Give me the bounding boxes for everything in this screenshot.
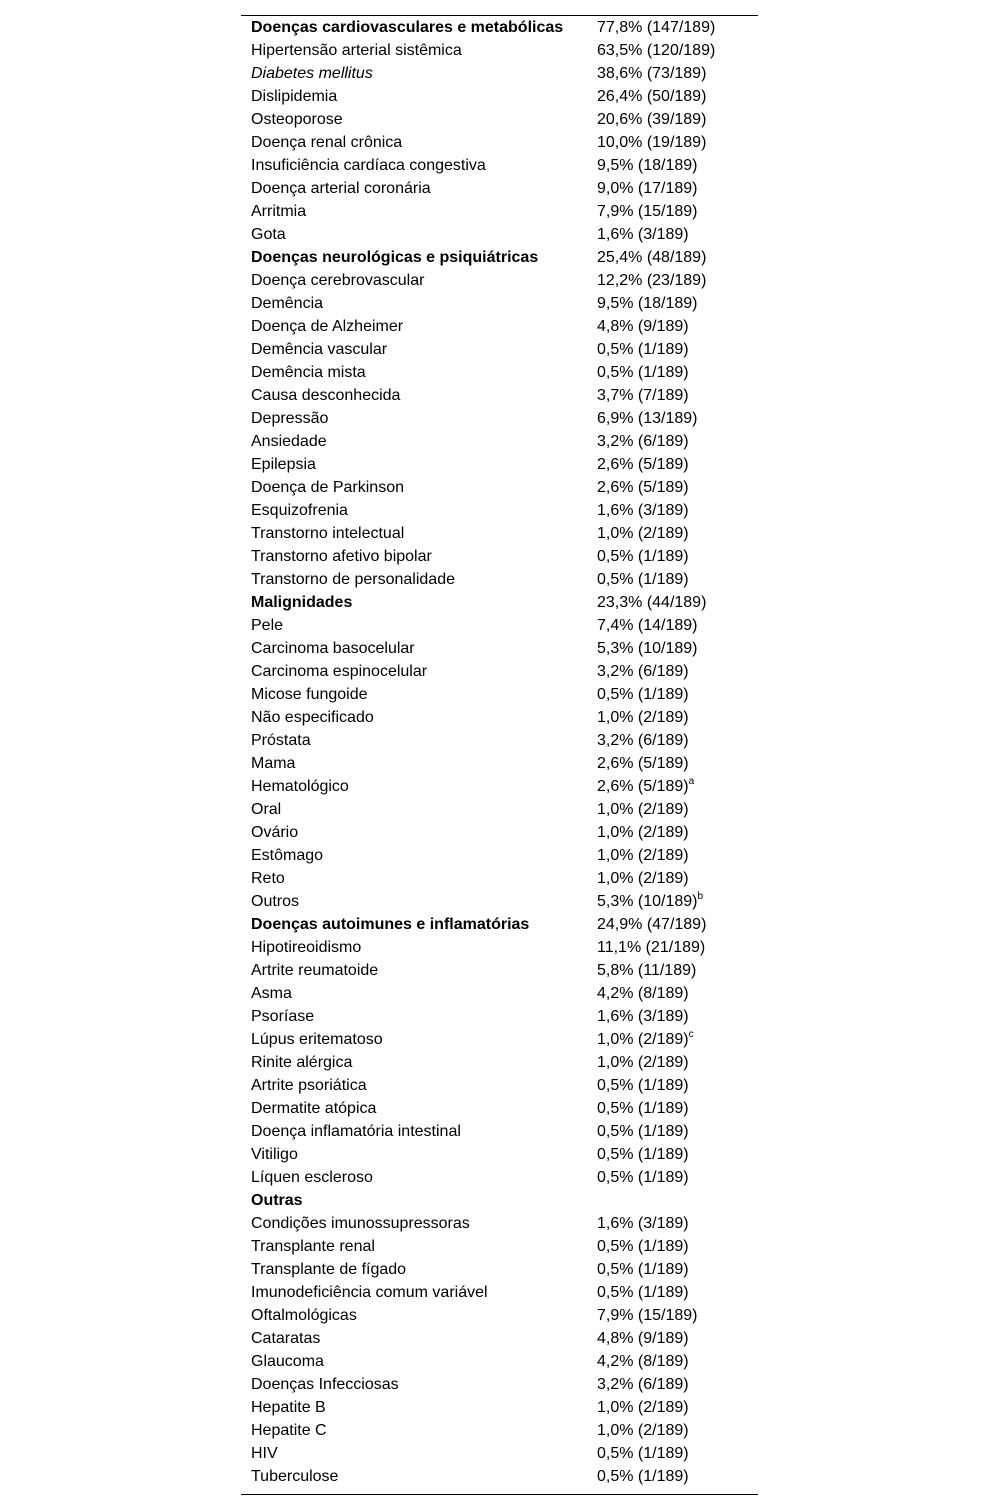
row-value-text: 77,8% (147/189) bbox=[597, 19, 716, 36]
table-row bbox=[241, 1281, 758, 1304]
row-label: Doença renal crônica bbox=[251, 134, 403, 151]
table-row bbox=[241, 1028, 758, 1051]
table-row bbox=[241, 453, 758, 476]
row-value-text: 0,5% (1/189) bbox=[597, 364, 689, 381]
table-row bbox=[241, 1465, 758, 1488]
table-row bbox=[241, 108, 758, 131]
row-value bbox=[597, 430, 758, 453]
row-value bbox=[597, 1005, 758, 1028]
row-label: Oral bbox=[251, 801, 282, 818]
table-row bbox=[241, 1143, 758, 1166]
row-label: Micose fungoide bbox=[251, 686, 368, 703]
row-label: Transtorno afetivo bipolar bbox=[251, 548, 432, 565]
row-value-text: 20,6% (39/189) bbox=[597, 111, 707, 128]
row-value bbox=[597, 16, 758, 39]
row-label: Lúpus eritematoso bbox=[251, 1031, 383, 1048]
row-value-text: 6,9% (13/189) bbox=[597, 410, 698, 427]
table-row bbox=[241, 1373, 758, 1396]
row-value bbox=[597, 269, 758, 292]
table-category-row bbox=[241, 591, 758, 614]
row-value bbox=[597, 591, 758, 614]
row-value bbox=[597, 1097, 758, 1120]
row-value-text: 1,0% (2/189) bbox=[597, 847, 689, 864]
row-value bbox=[597, 1442, 758, 1465]
row-label: Psoríase bbox=[251, 1008, 315, 1025]
row-label: Pele bbox=[251, 617, 284, 634]
row-value bbox=[597, 959, 758, 982]
table-body bbox=[241, 16, 758, 1488]
row-value-text: 1,6% (3/189) bbox=[597, 1008, 689, 1025]
row-label: HIV bbox=[251, 1445, 278, 1462]
row-value-text: 0,5% (1/189) bbox=[597, 1146, 689, 1163]
row-value-text: 0,5% (1/189) bbox=[597, 548, 689, 565]
table-row bbox=[241, 614, 758, 637]
row-label: Reto bbox=[251, 870, 285, 887]
row-value-text: 3,7% (7/189) bbox=[597, 387, 689, 404]
table-row bbox=[241, 545, 758, 568]
row-value bbox=[597, 1465, 758, 1488]
table-row bbox=[241, 476, 758, 499]
row-label: Diabetes mellitus bbox=[251, 65, 373, 82]
row-value-text: 0,5% (1/189) bbox=[597, 341, 689, 358]
row-label: Transplante renal bbox=[251, 1238, 375, 1255]
table-row bbox=[241, 1074, 758, 1097]
row-value-text: 3,2% (6/189) bbox=[597, 433, 689, 450]
row-label: Doenças autoimunes e inflamatórias bbox=[251, 916, 530, 933]
table-row bbox=[241, 729, 758, 752]
table-row bbox=[241, 1212, 758, 1235]
row-value bbox=[597, 522, 758, 545]
row-value-text: 4,8% (9/189) bbox=[597, 1330, 689, 1347]
row-value bbox=[597, 407, 758, 430]
row-value bbox=[597, 39, 758, 62]
table-category-row bbox=[241, 1189, 758, 1212]
row-label: Imunodeficiência comum variável bbox=[251, 1284, 488, 1301]
row-value bbox=[597, 1258, 758, 1281]
table-row bbox=[241, 522, 758, 545]
row-label: Transplante de fígado bbox=[251, 1261, 407, 1278]
table-row bbox=[241, 1005, 758, 1028]
row-value bbox=[597, 1143, 758, 1166]
row-value-text: 1,0% (2/189) bbox=[597, 870, 689, 887]
row-value-text: 0,5% (1/189) bbox=[597, 1284, 689, 1301]
row-value bbox=[597, 1373, 758, 1396]
row-value-text: 9,0% (17/189) bbox=[597, 180, 698, 197]
table-row bbox=[241, 982, 758, 1005]
row-label: Arritmia bbox=[251, 203, 307, 220]
table-row bbox=[241, 200, 758, 223]
row-label: Próstata bbox=[251, 732, 311, 749]
table-row bbox=[241, 752, 758, 775]
row-label: Osteoporose bbox=[251, 111, 343, 128]
row-value bbox=[597, 936, 758, 959]
row-value bbox=[597, 246, 758, 269]
row-label: Ansiedade bbox=[251, 433, 327, 450]
row-value bbox=[597, 85, 758, 108]
row-value-text: 1,0% (2/189) bbox=[597, 824, 689, 841]
row-value-text: 0,5% (1/189) bbox=[597, 1468, 689, 1485]
row-value bbox=[597, 568, 758, 591]
row-label: Rinite alérgica bbox=[251, 1054, 353, 1071]
table-row bbox=[241, 430, 758, 453]
row-label: Hematológico bbox=[251, 778, 349, 795]
row-value-text: 1,0% (2/189) bbox=[597, 1422, 689, 1439]
row-value bbox=[597, 545, 758, 568]
row-value-text: 7,9% (15/189) bbox=[597, 203, 698, 220]
table-row bbox=[241, 361, 758, 384]
table-row bbox=[241, 1396, 758, 1419]
row-value bbox=[597, 131, 758, 154]
row-value-text: 4,8% (9/189) bbox=[597, 318, 689, 335]
row-value bbox=[597, 706, 758, 729]
row-value-text: 4,2% (8/189) bbox=[597, 1353, 689, 1370]
row-value bbox=[597, 476, 758, 499]
row-label: Malignidades bbox=[251, 594, 353, 611]
row-value bbox=[597, 1212, 758, 1235]
row-value bbox=[597, 453, 758, 476]
row-label: Dislipidemia bbox=[251, 88, 338, 105]
table-row bbox=[241, 1304, 758, 1327]
row-value-text: 1,6% (3/189) bbox=[597, 1215, 689, 1232]
table-row bbox=[241, 844, 758, 867]
row-value-text: 3,2% (6/189) bbox=[597, 663, 689, 680]
row-value bbox=[597, 177, 758, 200]
row-value-text: 10,0% (19/189) bbox=[597, 134, 707, 151]
row-value bbox=[597, 637, 758, 660]
table-row bbox=[241, 223, 758, 246]
table-row bbox=[241, 706, 758, 729]
row-value-text: 0,5% (1/189) bbox=[597, 1123, 689, 1140]
row-value bbox=[597, 384, 758, 407]
table-category-row bbox=[241, 16, 758, 39]
row-value-text: 1,0% (2/189) bbox=[597, 525, 689, 542]
row-label: Depressão bbox=[251, 410, 329, 427]
row-label: Doenças cardiovasculares e metabólicas bbox=[251, 19, 564, 36]
row-label: Esquizofrenia bbox=[251, 502, 348, 519]
row-value-text: 26,4% (50/189) bbox=[597, 88, 707, 105]
table-row bbox=[241, 62, 758, 85]
row-value-text: 1,0% (2/189) bbox=[597, 1031, 689, 1048]
comorbidities-table bbox=[241, 15, 758, 1495]
table-row bbox=[241, 315, 758, 338]
row-label: Não especificado bbox=[251, 709, 374, 726]
row-label: Ovário bbox=[251, 824, 299, 841]
row-value bbox=[597, 1189, 758, 1212]
row-label: Doenças Infecciosas bbox=[251, 1376, 399, 1393]
table-row bbox=[241, 384, 758, 407]
row-label: Doença arterial coronária bbox=[251, 180, 431, 197]
row-label: Cataratas bbox=[251, 1330, 321, 1347]
row-value-text: 0,5% (1/189) bbox=[597, 1077, 689, 1094]
row-value-text: 63,5% (120/189) bbox=[597, 42, 716, 59]
row-label: Tuberculose bbox=[251, 1468, 339, 1485]
table-row bbox=[241, 177, 758, 200]
table-row bbox=[241, 637, 758, 660]
row-value bbox=[597, 338, 758, 361]
row-label: Hipotireoidismo bbox=[251, 939, 362, 956]
row-value bbox=[597, 1281, 758, 1304]
row-label: Artrite reumatoide bbox=[251, 962, 379, 979]
table-row bbox=[241, 407, 758, 430]
row-value-text: 1,0% (2/189) bbox=[597, 801, 689, 818]
row-value bbox=[597, 890, 758, 913]
row-label: Outras bbox=[251, 1192, 303, 1209]
row-value bbox=[597, 154, 758, 177]
row-value bbox=[597, 1120, 758, 1143]
table-category-row bbox=[241, 246, 758, 269]
row-value-text: 0,5% (1/189) bbox=[597, 1445, 689, 1462]
table-row bbox=[241, 959, 758, 982]
table-row bbox=[241, 1051, 758, 1074]
row-value bbox=[597, 913, 758, 936]
row-value-text: 9,5% (18/189) bbox=[597, 157, 698, 174]
row-value bbox=[597, 1235, 758, 1258]
table-row bbox=[241, 338, 758, 361]
row-label: Doença cerebrovascular bbox=[251, 272, 425, 289]
footnote-marker: a bbox=[688, 775, 695, 787]
row-label: Artrite psoriática bbox=[251, 1077, 367, 1094]
table-row bbox=[241, 1327, 758, 1350]
row-value bbox=[597, 292, 758, 315]
table-row bbox=[241, 154, 758, 177]
row-value-text: 0,5% (1/189) bbox=[597, 1238, 689, 1255]
row-value bbox=[597, 1396, 758, 1419]
row-value bbox=[597, 614, 758, 637]
table-row bbox=[241, 39, 758, 62]
row-value-text: 7,9% (15/189) bbox=[597, 1307, 698, 1324]
table-row bbox=[241, 1120, 758, 1143]
table-row bbox=[241, 867, 758, 890]
row-label: Condições imunossupressoras bbox=[251, 1215, 470, 1232]
table-category-row bbox=[241, 913, 758, 936]
row-value bbox=[597, 982, 758, 1005]
row-label: Epilepsia bbox=[251, 456, 316, 473]
row-value-text: 25,4% (48/189) bbox=[597, 249, 707, 266]
row-value-text: 0,5% (1/189) bbox=[597, 1261, 689, 1278]
table-row bbox=[241, 499, 758, 522]
row-value-text: 12,2% (23/189) bbox=[597, 272, 707, 289]
table-row bbox=[241, 821, 758, 844]
row-value-text: 2,6% (5/189) bbox=[597, 456, 689, 473]
row-value-text: 9,5% (18/189) bbox=[597, 295, 698, 312]
row-value bbox=[597, 62, 758, 85]
row-value-text: 5,8% (11/189) bbox=[597, 962, 697, 979]
row-label: Demência mista bbox=[251, 364, 366, 381]
table-row bbox=[241, 798, 758, 821]
row-label: Estômago bbox=[251, 847, 324, 864]
row-label: Asma bbox=[251, 985, 292, 1002]
row-label: Dermatite atópica bbox=[251, 1100, 377, 1117]
row-value-text: 0,5% (1/189) bbox=[597, 1100, 689, 1117]
row-value-text: 1,6% (3/189) bbox=[597, 502, 689, 519]
row-label: Vitiligo bbox=[251, 1146, 298, 1163]
table-row bbox=[241, 936, 758, 959]
row-value bbox=[597, 1327, 758, 1350]
row-value bbox=[597, 844, 758, 867]
row-label: Doença inflamatória intestinal bbox=[251, 1123, 461, 1140]
table-row bbox=[241, 1350, 758, 1373]
row-label: Demência vascular bbox=[251, 341, 388, 358]
table-row bbox=[241, 85, 758, 108]
row-label: Hipertensão arterial sistêmica bbox=[251, 42, 462, 59]
row-value-text: 0,5% (1/189) bbox=[597, 1169, 689, 1186]
table-row bbox=[241, 131, 758, 154]
row-value bbox=[597, 775, 758, 798]
table-row bbox=[241, 1166, 758, 1189]
table-row bbox=[241, 1442, 758, 1465]
row-value bbox=[597, 1028, 758, 1051]
table-row bbox=[241, 775, 758, 798]
row-value-text: 23,3% (44/189) bbox=[597, 594, 707, 611]
table-row bbox=[241, 890, 758, 913]
row-label: Oftalmológicas bbox=[251, 1307, 357, 1324]
row-label: Líquen escleroso bbox=[251, 1169, 373, 1186]
row-value bbox=[597, 867, 758, 890]
row-label: Carcinoma espinocelular bbox=[251, 663, 428, 680]
table-row bbox=[241, 1097, 758, 1120]
row-value-text: 0,5% (1/189) bbox=[597, 686, 689, 703]
row-label: Carcinoma basocelular bbox=[251, 640, 415, 657]
table-row bbox=[241, 683, 758, 706]
row-value-text: 24,9% (47/189) bbox=[597, 916, 707, 933]
row-value-text: 4,2% (8/189) bbox=[597, 985, 689, 1002]
footnote-marker: c bbox=[688, 1028, 694, 1040]
row-value-text: 2,6% (5/189) bbox=[597, 778, 689, 795]
row-value-text: 1,0% (2/189) bbox=[597, 1054, 689, 1071]
row-label: Gota bbox=[251, 226, 286, 243]
row-label: Transtorno de personalidade bbox=[251, 571, 455, 588]
row-label: Transtorno intelectual bbox=[251, 525, 405, 542]
row-value bbox=[597, 1350, 758, 1373]
row-label: Outros bbox=[251, 893, 300, 910]
row-label: Hepatite C bbox=[251, 1422, 327, 1439]
row-value-text: 38,6% (73/189) bbox=[597, 65, 707, 82]
row-label: Glaucoma bbox=[251, 1353, 324, 1370]
row-value bbox=[597, 361, 758, 384]
row-value bbox=[597, 315, 758, 338]
table-row bbox=[241, 568, 758, 591]
row-value bbox=[597, 223, 758, 246]
row-value-text: 7,4% (14/189) bbox=[597, 617, 698, 634]
row-value bbox=[597, 821, 758, 844]
row-value-text: 11,1% (21/189) bbox=[597, 939, 706, 956]
row-value bbox=[597, 752, 758, 775]
table-row bbox=[241, 660, 758, 683]
table-row bbox=[241, 269, 758, 292]
row-value bbox=[597, 683, 758, 706]
row-value bbox=[597, 1304, 758, 1327]
row-value-text: 2,6% (5/189) bbox=[597, 479, 689, 496]
row-value-text: 2,6% (5/189) bbox=[597, 755, 689, 772]
footnote-marker: b bbox=[697, 890, 704, 902]
row-label: Hepatite B bbox=[251, 1399, 326, 1416]
row-value bbox=[597, 1419, 758, 1442]
row-value bbox=[597, 200, 758, 223]
row-label: Mama bbox=[251, 755, 296, 772]
row-value bbox=[597, 108, 758, 131]
row-label: Doenças neurológicas e psiquiátricas bbox=[251, 249, 539, 266]
row-value bbox=[597, 1051, 758, 1074]
row-value-text: 5,3% (10/189) bbox=[597, 893, 698, 910]
row-value-text: 3,2% (6/189) bbox=[597, 1376, 689, 1393]
table-row bbox=[241, 292, 758, 315]
row-value bbox=[597, 729, 758, 752]
row-value bbox=[597, 499, 758, 522]
row-value bbox=[597, 660, 758, 683]
table-row bbox=[241, 1419, 758, 1442]
row-label: Causa desconhecida bbox=[251, 387, 401, 404]
row-value-text: 1,0% (2/189) bbox=[597, 709, 689, 726]
row-value bbox=[597, 1166, 758, 1189]
table-row bbox=[241, 1235, 758, 1258]
row-label: Demência bbox=[251, 295, 324, 312]
row-value bbox=[597, 798, 758, 821]
row-label: Insuficiência cardíaca congestiva bbox=[251, 157, 486, 174]
row-label: Doença de Parkinson bbox=[251, 479, 404, 496]
table-row bbox=[241, 1258, 758, 1281]
row-value bbox=[597, 1074, 758, 1097]
row-label: Doença de Alzheimer bbox=[251, 318, 404, 335]
row-value-text: 3,2% (6/189) bbox=[597, 732, 689, 749]
row-value-text: 5,3% (10/189) bbox=[597, 640, 698, 657]
row-value-text: 0,5% (1/189) bbox=[597, 571, 689, 588]
row-value-text: 1,0% (2/189) bbox=[597, 1399, 689, 1416]
row-value-text: 1,6% (3/189) bbox=[597, 226, 689, 243]
